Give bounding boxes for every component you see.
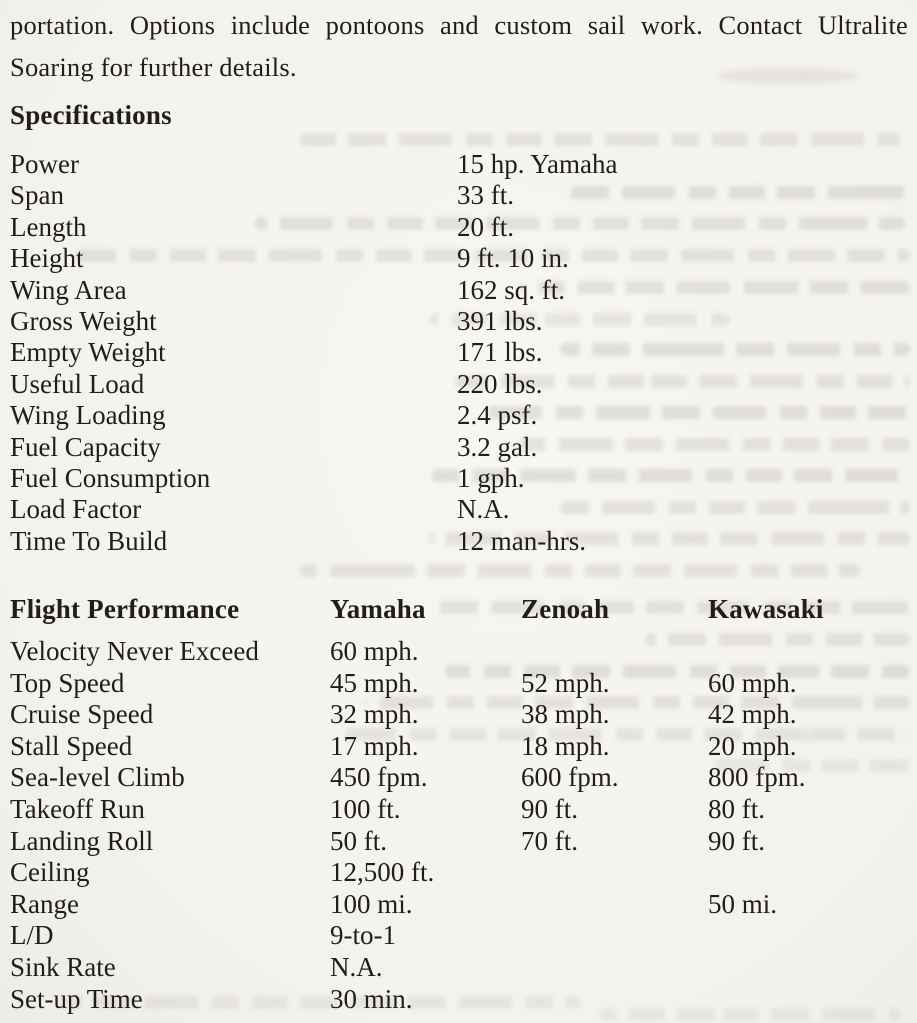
fp-label: Range — [10, 888, 79, 919]
spec-label: Wing Loading — [10, 400, 166, 431]
spec-value: 15 hp. Yamaha — [457, 149, 618, 179]
flight-performance-table — [10, 636, 908, 1015]
fp-label: Sink Rate — [10, 951, 116, 982]
spec-value: 33 ft. — [457, 180, 514, 211]
spec-value: 12 man-hrs. — [457, 525, 586, 556]
fp-value-kawasaki: 800 fpm. — [708, 762, 806, 793]
spec-row — [10, 526, 908, 557]
spec-value: 1 gph. — [457, 462, 525, 493]
spec-row — [10, 275, 908, 306]
flight-performance-row — [10, 952, 908, 984]
fp-value-kawasaki: 60 mph. — [708, 667, 797, 698]
spec-row — [10, 337, 908, 368]
fp-label: Cruise Speed — [10, 699, 154, 730]
spec-value: 3.2 gal. — [457, 431, 538, 462]
column-header-zenoah: Zenoah — [521, 594, 610, 624]
spec-value: 220 lbs. — [457, 368, 543, 399]
fp-value-yamaha: 12,500 ft. — [330, 857, 435, 888]
fp-value-kawasaki: 90 ft. — [708, 825, 765, 856]
fp-value-kawasaki: 20 mph. — [708, 730, 797, 761]
spec-label: Fuel Consumption — [10, 462, 211, 493]
spec-label: Span — [10, 180, 64, 211]
spec-label: Load Factor — [10, 494, 142, 525]
spec-row — [10, 180, 908, 211]
spec-value: 171 lbs. — [457, 337, 543, 368]
fp-value-zenoah: 52 mph. — [521, 667, 610, 698]
fp-value-yamaha: 45 mph. — [330, 667, 419, 698]
spec-label: Useful Load — [10, 368, 145, 399]
intro-paragraph-line2: Soaring for further details. — [10, 52, 297, 82]
flight-performance-row — [10, 857, 908, 889]
fp-label: Takeoff Run — [10, 793, 145, 824]
fp-value-yamaha: 450 fpm. — [330, 762, 428, 793]
fp-value-yamaha: 60 mph. — [330, 636, 419, 666]
spec-label: Length — [10, 211, 87, 242]
fp-value-zenoah: 70 ft. — [521, 825, 578, 856]
fp-value-kawasaki: 42 mph. — [708, 699, 797, 730]
fp-value-kawasaki: 80 ft. — [708, 793, 765, 824]
spec-row — [10, 243, 908, 274]
fp-value-yamaha: 32 mph. — [330, 699, 419, 730]
spec-row — [10, 463, 908, 494]
spec-value: 9 ft. 10 in. — [457, 243, 569, 274]
fp-value-yamaha: 50 ft. — [330, 825, 387, 856]
spec-label: Fuel Capacity — [10, 431, 161, 462]
fp-label: Sea-level Climb — [10, 762, 185, 793]
spec-value: 391 lbs. — [457, 305, 543, 336]
flight-performance-row — [10, 826, 908, 858]
spec-row — [10, 494, 908, 525]
fp-value-yamaha: 9-to-1 — [330, 920, 396, 951]
spec-row — [10, 149, 908, 180]
spec-row — [10, 432, 908, 463]
flight-performance-row — [10, 984, 908, 1016]
fp-label: Top Speed — [10, 667, 125, 698]
flight-performance-row — [10, 699, 908, 731]
fp-value-zenoah: 38 mph. — [521, 699, 610, 730]
flight-performance-row — [10, 794, 908, 826]
flight-performance-heading: Flight Performance — [10, 594, 240, 624]
spec-value: N.A. — [457, 494, 510, 525]
flight-performance-row — [10, 762, 908, 794]
flight-performance-row — [10, 668, 908, 700]
spec-value: 20 ft. — [457, 211, 514, 242]
intro-paragraph-line1: portation. Options include pontoons and custom sail work. Contact Ultralite — [10, 10, 908, 40]
spec-label: Gross Weight — [10, 305, 157, 336]
flight-performance-row — [10, 920, 908, 952]
fp-value-zenoah: 600 fpm. — [521, 762, 619, 793]
fp-value-kawasaki: 50 mi. — [708, 888, 778, 919]
flight-performance-row — [10, 636, 908, 668]
specifications-heading: Specifications — [10, 100, 172, 130]
spec-label: Power — [10, 149, 79, 179]
fp-value-zenoah: 90 ft. — [521, 793, 578, 824]
intro-paragraph — [10, 4, 908, 88]
fp-value-yamaha: 17 mph. — [330, 730, 419, 761]
spec-row — [10, 212, 908, 243]
spec-row — [10, 369, 908, 400]
flight-performance-row — [10, 731, 908, 763]
spec-label: Wing Area — [10, 274, 127, 305]
fp-value-yamaha: 100 ft. — [330, 793, 401, 824]
specifications-table — [10, 149, 908, 557]
fp-label: Velocity Never Exceed — [10, 636, 259, 666]
flight-performance-row — [10, 889, 908, 921]
spec-value: 2.4 psf. — [457, 400, 538, 431]
fp-label: Set-up Time — [10, 983, 143, 1014]
fp-label: Ceiling — [10, 857, 90, 888]
spec-value: 162 sq. ft. — [457, 274, 565, 305]
column-header-kawasaki: Kawasaki — [708, 594, 824, 624]
fp-label: Stall Speed — [10, 730, 133, 761]
column-header-yamaha: Yamaha — [330, 594, 426, 624]
fp-value-zenoah: 18 mph. — [521, 730, 610, 761]
spec-row — [10, 400, 908, 431]
flight-performance-header-row — [0, 594, 917, 628]
fp-label: L/D — [10, 920, 54, 951]
fp-value-yamaha: N.A. — [330, 951, 383, 982]
spec-label: Height — [10, 243, 84, 274]
spec-row — [10, 306, 908, 337]
fp-value-yamaha: 100 mi. — [330, 888, 413, 919]
spec-label: Empty Weight — [10, 337, 166, 368]
spec-label: Time To Build — [10, 525, 168, 556]
fp-value-yamaha: 30 min. — [330, 983, 413, 1014]
fp-label: Landing Roll — [10, 825, 154, 856]
